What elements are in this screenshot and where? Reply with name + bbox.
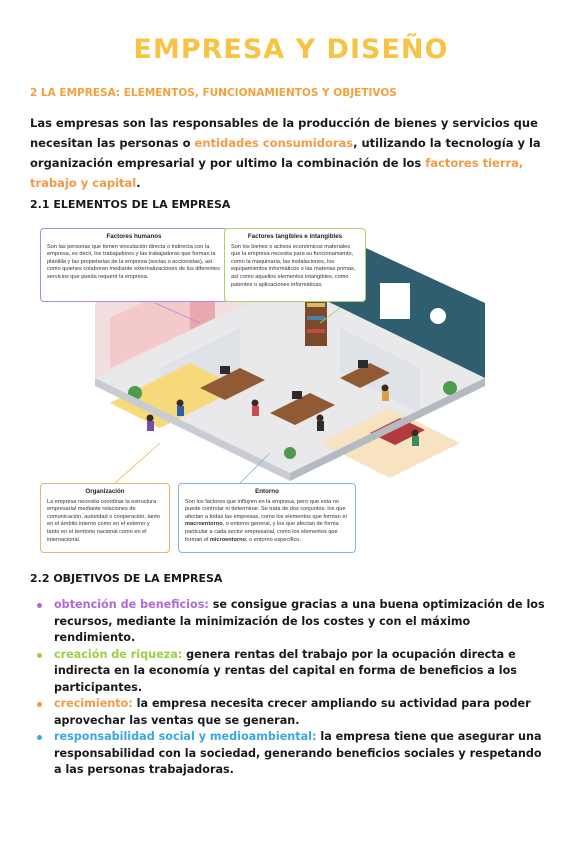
- card-text: Son los factores que influyen en la empresa, pero que esta no puede controlar ni determinar. Se trata de dos conjuntos: los que afectan a todas las empresas, como los elementos que forman el macroentorno, o entorno general, y los que afectan de forma particular a cada sector empresarial, como los elementos que forman el microentorno, o entorno específico.: [185, 498, 347, 543]
- highlight-entidades: entidades consumidoras: [194, 136, 354, 150]
- company-elements-figure: [40, 228, 540, 556]
- goal-term: crecimiento:: [54, 697, 133, 710]
- goal-text: la empresa tiene que asegurar una responsabilidad con la sociedad, generando beneficios sociales y respetando a las personas trabajadoras.: [54, 730, 542, 776]
- list-item: [30, 729, 550, 779]
- card-factores-tangibles: [224, 228, 366, 302]
- goal-term: obtención de beneficios:: [54, 598, 209, 611]
- list-item: [30, 696, 550, 729]
- card-text: Son los bienes o activos económicos materiales que la empresa necesita para su funcionamiento, como la maquinaria, las instalaciones, los equipamientos informáticos o las materias primas, así como aquellos elementos intangibles, como patentes o aplicaciones informáticas.: [231, 243, 356, 288]
- card-title: Factores humanos: [106, 233, 162, 240]
- heading-objetivos: 2.2 OBJETIVOS DE LA EMPRESA: [30, 572, 223, 585]
- intro-paragraph: [30, 113, 555, 193]
- bullet-icon: [37, 735, 42, 740]
- card-title: Factores tangibles e intangibles: [247, 233, 343, 240]
- goal-term: responsabilidad social y medioambiental:: [54, 730, 317, 743]
- list-item: [30, 597, 550, 647]
- bullet-icon: [37, 603, 42, 608]
- heading-elementos: 2.1 ELEMENTOS DE LA EMPRESA: [30, 198, 231, 211]
- goal-text: se consigue gracias a una buena optimización de los recursos, mediante la minimización de los costes y con el máximo rendimiento.: [54, 598, 545, 644]
- intro-text-2: , utilizando la tecnología y la organización empresarial y por ultimo la combinación de los: [30, 136, 541, 170]
- card-factores-humanos: [40, 228, 228, 302]
- section-subtitle: 2 LA EMPRESA: ELEMENTOS, FUNCIONAMIENTOS Y OBJETIVOS: [30, 87, 397, 99]
- highlight-factores: factores tierra, trabajo y capital: [30, 156, 524, 190]
- list-item: [30, 647, 550, 697]
- goal-text: genera rentas del trabajo por la ocupación directa e indirecta en la economía y rentas del capital en forma de beneficios a los participantes.: [54, 647, 517, 694]
- goal-term: creación de riqueza:: [54, 647, 183, 661]
- intro-text-1: Las empresas son las responsables de la producción de bienes y servicios que necesitan las personas o: [30, 116, 538, 150]
- intro-text-3: .: [136, 176, 141, 190]
- card-entorno: [178, 483, 356, 553]
- objectives-list: [30, 597, 550, 779]
- page-title: EMPRESA Y DISEÑO: [133, 34, 449, 65]
- card-organizacion: [40, 483, 170, 553]
- bullet-icon: [37, 653, 42, 658]
- card-title: Organización: [85, 488, 125, 495]
- card-text: La empresa necesita coordinar la estructura empresarial mediante relaciones de comunicación, autoridad o cooperación, tanto en el ámbito interno como en el externo y tanto en el territorio nacional como en el internacional.: [47, 498, 160, 543]
- bullet-icon: [37, 702, 42, 707]
- goal-text: la empresa necesita crecer ampliando su actividad para poder aprovechar las ventas que se generan.: [54, 697, 531, 727]
- card-title: Entorno: [255, 488, 279, 495]
- card-text: Son las personas que tienen vinculación directa o indirecta con la empresa, es decir, los trabajadores y las trabajadoras que forman la plantilla y las propietarias de la empresa (socias o accionistas), así como quienes colaboran mediante externalizaciones de los diferentes servicios que pueda requerir la empresa.: [47, 243, 220, 280]
